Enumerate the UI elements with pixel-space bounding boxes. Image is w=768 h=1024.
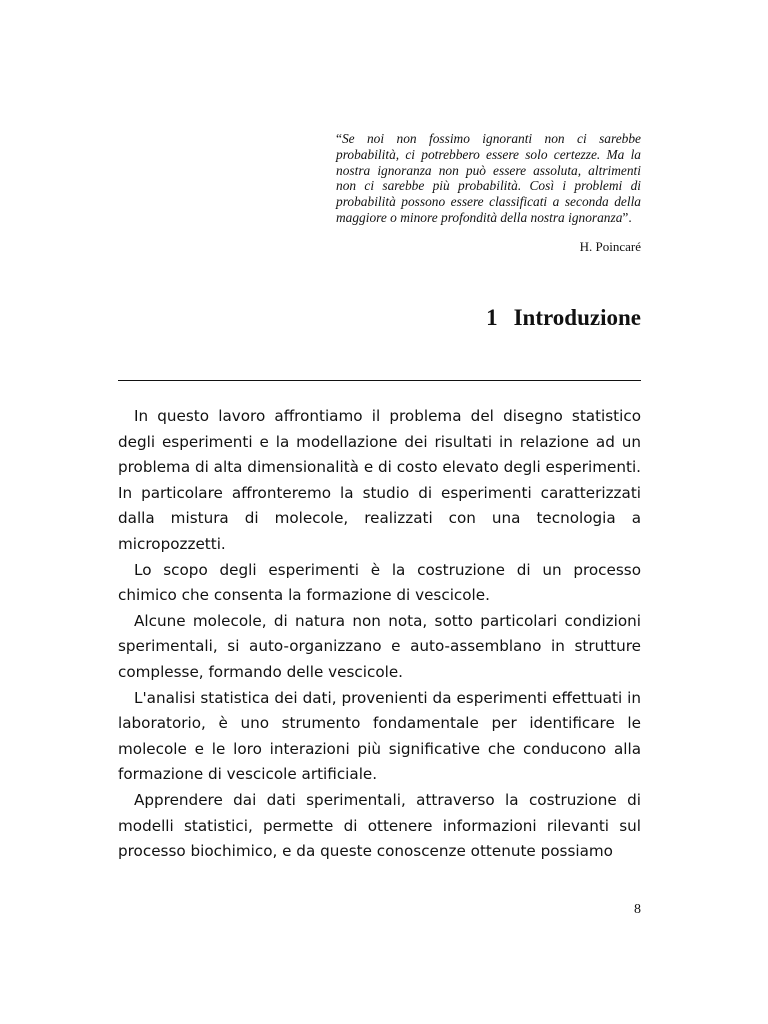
epigraph-close-quote: ”. bbox=[622, 209, 632, 225]
body-text bbox=[118, 404, 641, 865]
epigraph-author: H. Poincaré bbox=[579, 239, 641, 254]
paragraph: In questo lavoro affrontiamo il problema del disegno statistico degli esperimenti e la modellazione dei risultati in relazione ad un problema di alta dimensionalità e di costo elevato degli esperimenti. In particolare affronteremo la studio di esperimenti caratterizzati dalla mistura di molecole, realizzati con una tecnologia a micropozzetti. bbox=[118, 407, 641, 553]
chapter-number: 1 bbox=[486, 305, 498, 330]
paragraph: L'analisi statistica dei dati, provenienti da esperimenti effettuati in laboratorio, è uno strumento fondamentale per identificare le molecole e le loro interazioni più significative che conducono alla formazione di vescicole artificiale. bbox=[118, 688, 641, 784]
chapter-heading bbox=[118, 303, 641, 333]
paragraph: Alcune molecole, di natura non nota, sotto particolari condizioni sperimentali, si auto-organizzano e auto-assemblano in strutture complesse, formando delle vescicole. bbox=[118, 611, 641, 681]
epigraph-text: Se noi non fossimo ignoranti non ci sarebbe probabilità, ci potrebbero essere solo certezze. Ma la nostra ignoranza non può essere assoluta, altrimenti non ci sarebbe più probabilità. Così i problemi di probabilità possono essere classificati a seconda della maggiore o minore profondità della nostra ignoranza bbox=[336, 131, 641, 225]
page-number: 8 bbox=[634, 902, 641, 917]
chapter-title: Introduzione bbox=[513, 305, 641, 330]
paragraph: Apprendere dai dati sperimentali, attraverso la costruzione di modelli statistici, permette di ottenere informazioni rilevanti sul processo biochimico, e da queste conoscenze ottenute possiamo bbox=[118, 790, 641, 861]
chapter-divider bbox=[118, 380, 641, 381]
epigraph-open-quote: “ bbox=[336, 131, 342, 146]
paragraph: Lo scopo degli esperimenti è la costruzione di un processo chimico che consenta la formazione di vescicole. bbox=[118, 560, 641, 605]
epigraph-quote bbox=[336, 131, 641, 226]
